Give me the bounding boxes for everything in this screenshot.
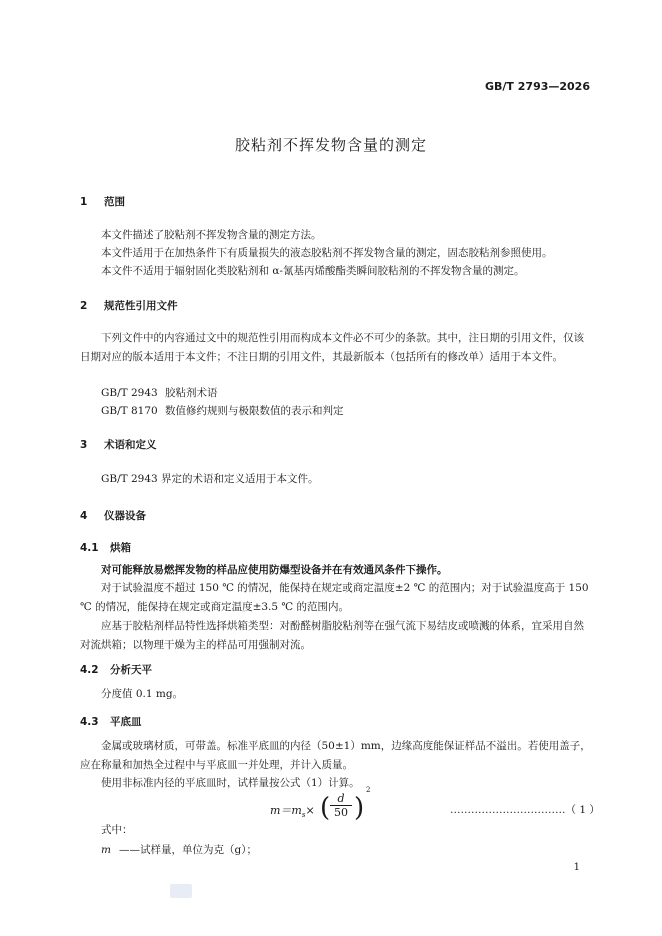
section-title: 烘箱	[110, 542, 131, 554]
warning-text: 对可能释放易燃挥发物的样品应使用防爆型设备并在有效通风条件下操作。	[101, 564, 448, 576]
formula-paren-right: )	[354, 793, 365, 823]
section-title: 平底皿	[110, 716, 142, 728]
paragraph: 使用非标准内径的平底皿时，试样量按公式（1）计算。	[101, 777, 360, 789]
variable-description: ——试样量，单位为克（g）；	[119, 844, 257, 856]
reference-code: GB/T 2943	[101, 387, 158, 399]
reference-item	[101, 403, 344, 418]
paragraph: 对于试验温度不超过 150 ℃ 的情况，能保持在规定或商定温度±2 ℃ 的范围内；对于试验温度高于 150 ℃ 的情况，能保持在规定或商定温度±3.5 ℃ 的范围内。	[80, 582, 589, 613]
formula-numerator: d	[330, 792, 352, 806]
section-3-heading	[80, 437, 157, 452]
section-number: 4	[80, 510, 88, 522]
section-number: 4.2	[80, 664, 99, 676]
formula-exponent: 2	[366, 786, 371, 794]
paragraph: 本文件不适用于辐射固化类胶粘剂和 α-氰基丙烯酸酯类瞬间胶粘剂的不挥发物含量的测定。	[101, 265, 525, 277]
watermark-stamp	[170, 884, 192, 898]
section-4-3-heading	[80, 714, 142, 729]
where-label: 式中：	[101, 824, 133, 836]
paragraph: GB/T 2943 界定的术语和定义适用于本文件。	[101, 473, 319, 485]
section-title: 规范性引用文件	[104, 300, 178, 312]
section-title: 分析天平	[110, 664, 152, 676]
paragraph: 本文件描述了胶粘剂不挥发物含量的测定方法。	[101, 229, 322, 241]
formula-denominator: 50	[334, 806, 348, 819]
formula-fraction	[330, 792, 352, 819]
section-number: 1	[80, 196, 88, 208]
reference-name: 胶粘剂术语	[165, 387, 218, 399]
formula-times: ×	[305, 804, 315, 817]
page-number: 1	[573, 862, 580, 873]
section-number: 3	[80, 439, 88, 451]
section-4-1-heading	[80, 540, 131, 555]
variable-symbol: m	[101, 844, 111, 856]
formula-number: ……………………………（ 1 ）	[450, 804, 600, 816]
section-4-2-heading	[80, 662, 152, 677]
variable-definition	[101, 842, 257, 857]
section-title: 仪器设备	[104, 510, 146, 522]
section-1-heading	[80, 194, 125, 209]
formula-1	[270, 786, 390, 830]
standard-code: GB/T 2793—2026	[485, 80, 590, 93]
formula-paren-left: (	[320, 793, 331, 823]
paragraph: 下列文件中的内容通过文中的规范性引用而构成本文件必不可少的条款。其中，注日期的引用文件，仅该日期对应的版本适用于本文件；不注日期的引用文件，其最新版本（包括所有的修改单）适用于本文件。	[80, 332, 584, 363]
section-title: 范围	[104, 196, 125, 208]
formula-subscript: s	[301, 811, 306, 820]
section-number: 2	[80, 300, 88, 312]
paragraph: 金属或玻璃材质，可带盖。标准平底皿的内径（50±1）mm，边缘高度能保证样品不溢出。若使用盖子，应在称量和加热全过程中与平底皿一并处理，并计入质量。	[80, 740, 591, 771]
section-2-heading	[80, 298, 178, 313]
reference-name: 数值修约规则与极限数值的表示和判定	[165, 405, 344, 417]
paragraph: 应基于胶粘剂样品特性选择烘箱类型：对酚醛树脂胶粘剂等在强气流下易结皮或喷溅的体系，宜采用自然对流烘箱；以物理干燥为主的样品可用强制对流。	[80, 620, 584, 651]
section-title: 术语和定义	[104, 439, 157, 451]
section-number: 4.1	[80, 542, 99, 554]
formula-lhs: $m=m_s\times$	[270, 804, 315, 820]
section-4-heading	[80, 508, 146, 523]
section-number: 4.3	[80, 716, 99, 728]
paragraph: 分度值 0.1 mg。	[101, 688, 184, 700]
paragraph: 本文件适用于在加热条件下有质量损失的液态胶粘剂不挥发物含量的测定，固态胶粘剂参照使用。	[101, 247, 553, 259]
document-title: 胶粘剂不挥发物含量的测定	[234, 136, 427, 154]
reference-code: GB/T 8170	[101, 405, 158, 417]
reference-item	[101, 385, 218, 400]
